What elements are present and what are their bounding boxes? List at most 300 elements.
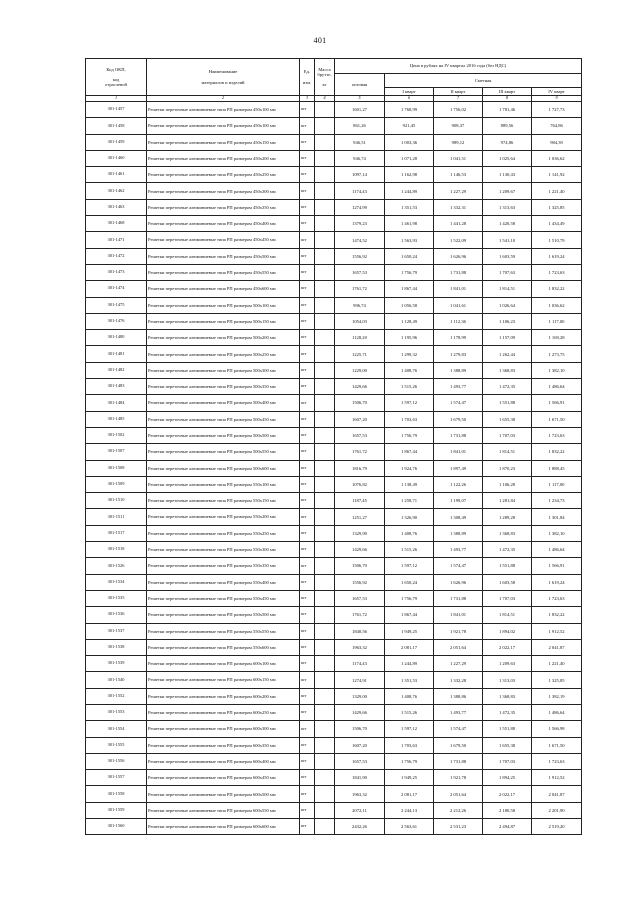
q3-price-cell: 1 707,03 xyxy=(483,753,532,769)
wholesale-price-cell: 2432,26 xyxy=(335,819,385,835)
column-number: 1 xyxy=(86,96,147,102)
header-q1: I кварт xyxy=(385,88,434,96)
q1-price-cell: 1 650,24 xyxy=(385,248,434,264)
mass-cell xyxy=(315,525,335,541)
q3-price-cell: 1 551,88 xyxy=(483,721,532,737)
wholesale-price-cell: 1174,43 xyxy=(335,183,385,199)
q3-price-cell: 889,56 xyxy=(483,118,532,134)
wholesale-price-cell: 1963,32 xyxy=(335,786,385,802)
name-cell: Решетки переточные алюминиевые типа РП размером 500х250 мм xyxy=(147,346,300,362)
q4-price-cell: 1 566,91 xyxy=(532,558,582,574)
wholesale-price-cell: 861,26 xyxy=(335,118,385,134)
q3-price-cell: 1 603,59 xyxy=(483,248,532,264)
q1-price-cell: 1 515,26 xyxy=(385,704,434,720)
unit-cell: шт xyxy=(300,460,315,476)
header-code-line1: Код ОКП, xyxy=(106,66,126,72)
q1-price-cell: 1 244,89 xyxy=(385,183,434,199)
table-body xyxy=(86,102,582,835)
name-cell: Решетки переточные алюминиевые типа РП размером 500х200 мм xyxy=(147,330,300,346)
unit-cell: шт xyxy=(300,313,315,329)
q2-price-cell: 1 122,26 xyxy=(434,476,483,492)
table-row xyxy=(86,607,582,623)
q3-price-cell: 1 157,09 xyxy=(483,330,532,346)
q2-price-cell: 1 679,50 xyxy=(434,411,483,427)
q1-price-cell: 2 081,17 xyxy=(385,786,434,802)
wholesale-price-cell: 1816,79 xyxy=(335,460,385,476)
q2-price-cell: 1 441,28 xyxy=(434,216,483,232)
q3-price-cell: 1 814,51 xyxy=(483,607,532,623)
name-cell: Решетки переточные алюминиевые типа РП размером 500х100 мм xyxy=(147,297,300,313)
q2-price-cell: 1 574,47 xyxy=(434,558,483,574)
q1-price-cell: 1 003,36 xyxy=(385,134,434,150)
q2-price-cell: 1 841,01 xyxy=(434,444,483,460)
table-row xyxy=(86,721,582,737)
table-row xyxy=(86,704,582,720)
q1-price-cell: 1 756,79 xyxy=(385,753,434,769)
header-q2: II кварт xyxy=(434,88,483,96)
header-q3: III кварт xyxy=(483,88,532,96)
header-mass xyxy=(315,59,335,96)
q2-price-cell: 989,12 xyxy=(434,134,483,150)
code-cell: 301-1463 xyxy=(86,199,147,215)
q4-price-cell: 1 671,50 xyxy=(532,411,582,427)
header-mass-line2: брутто, xyxy=(317,71,332,77)
mass-cell xyxy=(315,297,335,313)
q2-price-cell: 1 731,88 xyxy=(434,264,483,280)
header-code-line3: отраслевой xyxy=(105,82,127,88)
name-cell: Решетки переточные алюминиевые типа РП размером 550х350 мм xyxy=(147,558,300,574)
table-row xyxy=(86,183,582,199)
wholesale-price-cell: 1506,70 xyxy=(335,558,385,574)
mass-cell xyxy=(315,623,335,639)
wholesale-price-cell: 1761,72 xyxy=(335,281,385,297)
mass-cell xyxy=(315,102,335,118)
q4-price-cell: 1 434,49 xyxy=(532,216,582,232)
table-row xyxy=(86,379,582,395)
q2-price-cell: 1 679,50 xyxy=(434,737,483,753)
column-number: 2 xyxy=(147,96,300,102)
q2-price-cell: 1 731,88 xyxy=(434,590,483,606)
mass-cell xyxy=(315,232,335,248)
mass-cell xyxy=(315,558,335,574)
mass-cell xyxy=(315,704,335,720)
table-row xyxy=(86,395,582,411)
q4-price-cell: 1 221,40 xyxy=(532,656,582,672)
q2-price-cell: 1 574,47 xyxy=(434,721,483,737)
q1-price-cell: 921,45 xyxy=(385,118,434,134)
q2-price-cell: 1 921,78 xyxy=(434,623,483,639)
table-row xyxy=(86,688,582,704)
q3-price-cell: 1 106,23 xyxy=(483,313,532,329)
q1-price-cell: 1 756,79 xyxy=(385,264,434,280)
q4-price-cell: 1 234,73 xyxy=(532,493,582,509)
wholesale-price-cell: 1251,27 xyxy=(335,509,385,525)
name-cell: Решетки переточные алюминиевые типа РП размером 600х350 мм xyxy=(147,737,300,753)
q2-price-cell: 1 199,07 xyxy=(434,493,483,509)
name-cell: Решетки переточные алюминиевые типа РП размером 600х600 мм xyxy=(147,819,300,835)
q3-price-cell: 1 130,43 xyxy=(483,167,532,183)
name-cell: Решетки переточные алюминиевые типа РП размером 450х500 мм xyxy=(147,248,300,264)
code-cell: 301-1458 xyxy=(86,118,147,134)
unit-cell: шт xyxy=(300,102,315,118)
q4-price-cell: 1 382,19 xyxy=(532,688,582,704)
q4-price-cell: 984,39 xyxy=(532,134,582,150)
q4-price-cell: 1 912,52 xyxy=(532,623,582,639)
unit-cell: шт xyxy=(300,444,315,460)
q3-price-cell: 1 368,83 xyxy=(483,525,532,541)
name-cell: Решетки переточные алюминиевые типа РП размером 550х550 мм xyxy=(147,623,300,639)
header-unit xyxy=(300,59,315,96)
header-name-line2: материалов и изделий xyxy=(201,79,245,85)
q3-price-cell: 2 022,17 xyxy=(483,639,532,655)
wholesale-price-cell: 946,51 xyxy=(335,134,385,150)
unit-cell: шт xyxy=(300,199,315,215)
q3-price-cell: 1 870,23 xyxy=(483,460,532,476)
name-cell: Решетки переточные алюминиевые типа РП размером 450х250 мм xyxy=(147,167,300,183)
q2-price-cell: 1 493,77 xyxy=(434,542,483,558)
wholesale-price-cell: 1274,91 xyxy=(335,672,385,688)
q1-price-cell: 1 351,53 xyxy=(385,672,434,688)
q1-price-cell: 1 867,44 xyxy=(385,281,434,297)
table-row xyxy=(86,753,582,769)
code-cell: 301-1474 xyxy=(86,281,147,297)
code-cell: 301-1556 xyxy=(86,753,147,769)
mass-cell xyxy=(315,542,335,558)
code-cell: 301-1481 xyxy=(86,346,147,362)
code-cell: 301-1538 xyxy=(86,639,147,655)
q1-price-cell: 1 408,76 xyxy=(385,525,434,541)
code-cell: 301-1502 xyxy=(86,427,147,443)
table-row xyxy=(86,167,582,183)
q3-price-cell: 1 368,83 xyxy=(483,362,532,378)
code-cell: 301-1526 xyxy=(86,558,147,574)
q4-price-cell: 1 723,63 xyxy=(532,753,582,769)
unit-cell: шт xyxy=(300,134,315,150)
unit-cell: шт xyxy=(300,379,315,395)
name-cell: Решетки переточные алюминиевые типа РП размером 450х300 мм xyxy=(147,183,300,199)
q3-price-cell: 1 894,02 xyxy=(483,623,532,639)
unit-cell: шт xyxy=(300,232,315,248)
unit-cell: шт xyxy=(300,574,315,590)
table-row xyxy=(86,150,582,166)
header-retail: Сметная xyxy=(385,74,582,88)
mass-cell xyxy=(315,444,335,460)
q1-price-cell: 1 408,76 xyxy=(385,362,434,378)
q1-price-cell: 1 650,24 xyxy=(385,574,434,590)
table-row xyxy=(86,313,582,329)
q2-price-cell: 2 531,23 xyxy=(434,819,483,835)
table-row xyxy=(86,558,582,574)
q1-price-cell: 1 924,76 xyxy=(385,460,434,476)
q4-price-cell: 1 036,62 xyxy=(532,297,582,313)
header-unit-line1: Ед. xyxy=(303,69,311,75)
q3-price-cell: 1 368,83 xyxy=(483,688,532,704)
wholesale-price-cell: 1076,82 xyxy=(335,476,385,492)
unit-cell: шт xyxy=(300,264,315,280)
table-row xyxy=(86,509,582,525)
wholesale-price-cell: 1274,99 xyxy=(335,199,385,215)
q1-price-cell: 1 563,93 xyxy=(385,232,434,248)
mass-cell xyxy=(315,395,335,411)
wholesale-price-cell: 1841,90 xyxy=(335,770,385,786)
table-row xyxy=(86,444,582,460)
table-row xyxy=(86,281,582,297)
mass-cell xyxy=(315,590,335,606)
name-cell: Решетки переточные алюминиевые типа РП размером 500х500 мм xyxy=(147,427,300,443)
q3-price-cell: 1 472,35 xyxy=(483,379,532,395)
page-number: 401 xyxy=(313,36,327,45)
q2-price-cell: 1 388,89 xyxy=(434,362,483,378)
q3-price-cell: 1 313,03 xyxy=(483,672,532,688)
wholesale-price-cell: 1429,66 xyxy=(335,542,385,558)
unit-cell: шт xyxy=(300,737,315,753)
header-code-line2: код xyxy=(112,77,120,82)
code-cell: 301-1468 xyxy=(86,216,147,232)
wholesale-price-cell: 1429,66 xyxy=(335,704,385,720)
unit-cell: шт xyxy=(300,802,315,818)
unit-cell: шт xyxy=(300,493,315,509)
table-row xyxy=(86,199,582,215)
q3-price-cell: 1 707,63 xyxy=(483,264,532,280)
q4-price-cell: 1 382,10 xyxy=(532,362,582,378)
name-cell: Решетки переточные алюминиевые типа РП размером 500х400 мм xyxy=(147,395,300,411)
table-row xyxy=(86,639,582,655)
name-cell: Решетки переточные алюминиевые типа РП размером 450х100 мм xyxy=(147,118,300,134)
name-cell: Решетки переточные алюминиевые типа РП размером 450х100 мм xyxy=(147,102,300,118)
q4-price-cell: 1 486,64 xyxy=(532,379,582,395)
wholesale-price-cell: 1097,14 xyxy=(335,167,385,183)
q2-price-cell: 1 921,78 xyxy=(434,770,483,786)
table-row xyxy=(86,819,582,835)
table-row xyxy=(86,297,582,313)
q1-price-cell: 2 563,61 xyxy=(385,819,434,835)
wholesale-price-cell: 1601,27 xyxy=(335,102,385,118)
q4-price-cell: 1 671,50 xyxy=(532,737,582,753)
q3-price-cell: 1 707,03 xyxy=(483,590,532,606)
q1-price-cell: 1 138,49 xyxy=(385,476,434,492)
wholesale-price-cell: 1657,53 xyxy=(335,590,385,606)
q1-price-cell: 1 071,28 xyxy=(385,150,434,166)
q4-price-cell: 2 519,20 xyxy=(532,819,582,835)
code-cell: 301-1462 xyxy=(86,183,147,199)
wholesale-price-cell: 1556,92 xyxy=(335,574,385,590)
code-cell: 301-1540 xyxy=(86,672,147,688)
unit-cell: шт xyxy=(300,542,315,558)
table-row xyxy=(86,346,582,362)
mass-cell xyxy=(315,379,335,395)
unit-cell: шт xyxy=(300,150,315,166)
mass-cell xyxy=(315,346,335,362)
header-code xyxy=(86,59,147,96)
q2-price-cell: 1 332,28 xyxy=(434,672,483,688)
name-cell: Решетки переточные алюминиевые типа РП размером 600х400 мм xyxy=(147,753,300,769)
column-number: 5 xyxy=(335,96,385,102)
wholesale-price-cell: 1607,20 xyxy=(335,411,385,427)
code-cell: 301-1472 xyxy=(86,248,147,264)
q4-price-cell: 1 723,63 xyxy=(532,264,582,280)
name-cell: Решетки переточные алюминиевые типа РП размером 450х550 мм xyxy=(147,264,300,280)
q2-price-cell: 1 146,53 xyxy=(434,167,483,183)
q3-price-cell: 1 262,44 xyxy=(483,346,532,362)
unit-cell: шт xyxy=(300,346,315,362)
mass-cell xyxy=(315,819,335,835)
q4-price-cell: 1 221,40 xyxy=(532,183,582,199)
q2-price-cell: 1 227,29 xyxy=(434,183,483,199)
code-cell: 301-1471 xyxy=(86,232,147,248)
unit-cell: шт xyxy=(300,786,315,802)
wholesale-price-cell: 1379,23 xyxy=(335,216,385,232)
q2-price-cell: 1 841,01 xyxy=(434,281,483,297)
q2-price-cell: 1 308,49 xyxy=(434,509,483,525)
wholesale-price-cell: 1761,72 xyxy=(335,444,385,460)
mass-cell xyxy=(315,607,335,623)
header-wholesale: оптовая xyxy=(335,74,385,96)
mass-cell xyxy=(315,639,335,655)
code-cell: 301-1555 xyxy=(86,737,147,753)
unit-cell: шт xyxy=(300,183,315,199)
q3-price-cell: 1 025,64 xyxy=(483,150,532,166)
wholesale-price-cell: 1329,00 xyxy=(335,688,385,704)
q1-price-cell: 1 258,71 xyxy=(385,493,434,509)
q1-price-cell: 1 351,53 xyxy=(385,199,434,215)
q1-price-cell: 1 162,98 xyxy=(385,167,434,183)
q1-price-cell: 2 244,13 xyxy=(385,802,434,818)
table-row xyxy=(86,574,582,590)
column-number: 4 xyxy=(315,96,335,102)
code-cell: 301-1534 xyxy=(86,574,147,590)
mass-cell xyxy=(315,411,335,427)
code-cell: 301-1517 xyxy=(86,525,147,541)
q3-price-cell: 1 603,58 xyxy=(483,574,532,590)
code-cell: 301-1558 xyxy=(86,786,147,802)
mass-cell xyxy=(315,770,335,786)
q2-price-cell: 1 388,86 xyxy=(434,688,483,704)
q4-price-cell: 1 619,24 xyxy=(532,574,582,590)
wholesale-price-cell: 946,74 xyxy=(335,150,385,166)
name-cell: Решетки переточные алюминиевые типа РП размером 550х150 мм xyxy=(147,493,300,509)
table-row xyxy=(86,248,582,264)
name-cell: Решетки переточные алюминиевые типа РП размером 550х200 мм xyxy=(147,509,300,525)
name-cell: Решетки переточные алюминиевые типа РП размером 500х550 мм xyxy=(147,444,300,460)
table-row xyxy=(86,542,582,558)
q2-price-cell: 2 051,64 xyxy=(434,639,483,655)
code-cell: 301-1537 xyxy=(86,623,147,639)
unit-cell: шт xyxy=(300,411,315,427)
header-name-line1: Наименование xyxy=(208,69,238,75)
mass-cell xyxy=(315,264,335,280)
table-row xyxy=(86,623,582,639)
table-row xyxy=(86,427,582,443)
name-cell: Решетки переточные алюминиевые типа РП размером 450х400 мм xyxy=(147,216,300,232)
table-row xyxy=(86,656,582,672)
mass-cell xyxy=(315,476,335,492)
q2-price-cell: 2 051,64 xyxy=(434,786,483,802)
name-cell: Решетки переточные алюминиевые типа РП размером 600х150 мм xyxy=(147,672,300,688)
q4-price-cell: 1 723,63 xyxy=(532,427,582,443)
q3-price-cell: 1 209,67 xyxy=(483,183,532,199)
code-cell: 301-1510 xyxy=(86,493,147,509)
name-cell: Решетки переточные алюминиевые типа РП размером 450х600 мм xyxy=(147,281,300,297)
q4-price-cell: 1 486,64 xyxy=(532,542,582,558)
column-number: 8 xyxy=(483,96,532,102)
mass-cell xyxy=(315,786,335,802)
unit-cell: шт xyxy=(300,770,315,786)
q1-price-cell: 1 515,26 xyxy=(385,379,434,395)
mass-cell xyxy=(315,150,335,166)
q3-price-cell: 2 494,87 xyxy=(483,819,532,835)
name-cell: Решетки переточные алюминиевые типа РП размером 500х150 мм xyxy=(147,313,300,329)
mass-cell xyxy=(315,737,335,753)
mass-cell xyxy=(315,134,335,150)
q4-price-cell: 1 486,64 xyxy=(532,704,582,720)
q3-price-cell: 1 420,58 xyxy=(483,216,532,232)
name-cell: Решетки переточные алюминиевые типа РП размером 550х100 мм xyxy=(147,476,300,492)
q4-price-cell: 1 382,10 xyxy=(532,525,582,541)
table-row xyxy=(86,232,582,248)
q2-price-cell: 1 388,89 xyxy=(434,525,483,541)
q3-price-cell: 1 655,38 xyxy=(483,737,532,753)
name-cell: Решетки переточные алюминиевые типа РП размером 600х100 мм xyxy=(147,656,300,672)
unit-cell: шт xyxy=(300,607,315,623)
q4-price-cell: 2 041,87 xyxy=(532,786,582,802)
name-cell: Решетки переточные алюминиевые типа РП размером 450х200 мм xyxy=(147,150,300,166)
q1-price-cell: 1 128,49 xyxy=(385,313,434,329)
q2-price-cell: 1 178,99 xyxy=(434,330,483,346)
table-row xyxy=(86,737,582,753)
wholesale-price-cell: 1225,71 xyxy=(335,346,385,362)
name-cell: Решетки переточные алюминиевые типа РП размером 550х250 мм xyxy=(147,525,300,541)
q3-price-cell: 1 781,46 xyxy=(483,102,532,118)
name-cell: Решетки переточные алюминиевые типа РП размером 600х550 мм xyxy=(147,802,300,818)
name-cell: Решетки переточные алюминиевые типа РП размером 450х350 мм xyxy=(147,199,300,215)
wholesale-price-cell: 1229,00 xyxy=(335,362,385,378)
unit-cell: шт xyxy=(300,167,315,183)
name-cell: Решетки переточные алюминиевые типа РП размером 550х400 мм xyxy=(147,574,300,590)
wholesale-price-cell: 1963,32 xyxy=(335,639,385,655)
q2-price-cell: 2 212,26 xyxy=(434,802,483,818)
q1-price-cell: 1 056,58 xyxy=(385,297,434,313)
wholesale-price-cell: 1761,72 xyxy=(335,607,385,623)
unit-cell: шт xyxy=(300,248,315,264)
q4-price-cell: 1 566,98 xyxy=(532,721,582,737)
code-cell: 301-1535 xyxy=(86,590,147,606)
q4-price-cell: 2 201,90 xyxy=(532,802,582,818)
unit-cell: шт xyxy=(300,753,315,769)
q3-price-cell: 1 814,51 xyxy=(483,281,532,297)
unit-cell: шт xyxy=(300,819,315,835)
q4-price-cell: 1 832,22 xyxy=(532,444,582,460)
q1-price-cell: 1 244,89 xyxy=(385,656,434,672)
code-cell: 301-1461 xyxy=(86,167,147,183)
q4-price-cell: 1 325,85 xyxy=(532,199,582,215)
q2-price-cell: 1 897,49 xyxy=(434,460,483,476)
name-cell: Решетки переточные алюминиевые типа РП размером 550х600 мм xyxy=(147,639,300,655)
q4-price-cell: 1 723,63 xyxy=(532,590,582,606)
wholesale-price-cell: 1607,20 xyxy=(335,737,385,753)
name-cell: Решетки переточные алюминиевые типа РП размером 500х350 мм xyxy=(147,379,300,395)
q4-price-cell: 764,86 xyxy=(532,118,582,134)
table-row xyxy=(86,672,582,688)
wholesale-price-cell: 1506,70 xyxy=(335,721,385,737)
code-cell: 301-1511 xyxy=(86,509,147,525)
mass-cell xyxy=(315,493,335,509)
q1-price-cell: 1 597,12 xyxy=(385,395,434,411)
q2-price-cell: 1 841,01 xyxy=(434,607,483,623)
wholesale-price-cell: 1657,53 xyxy=(335,264,385,280)
unit-cell: шт xyxy=(300,623,315,639)
q2-price-cell: 1 493,77 xyxy=(434,704,483,720)
q3-price-cell: 1 289,28 xyxy=(483,509,532,525)
